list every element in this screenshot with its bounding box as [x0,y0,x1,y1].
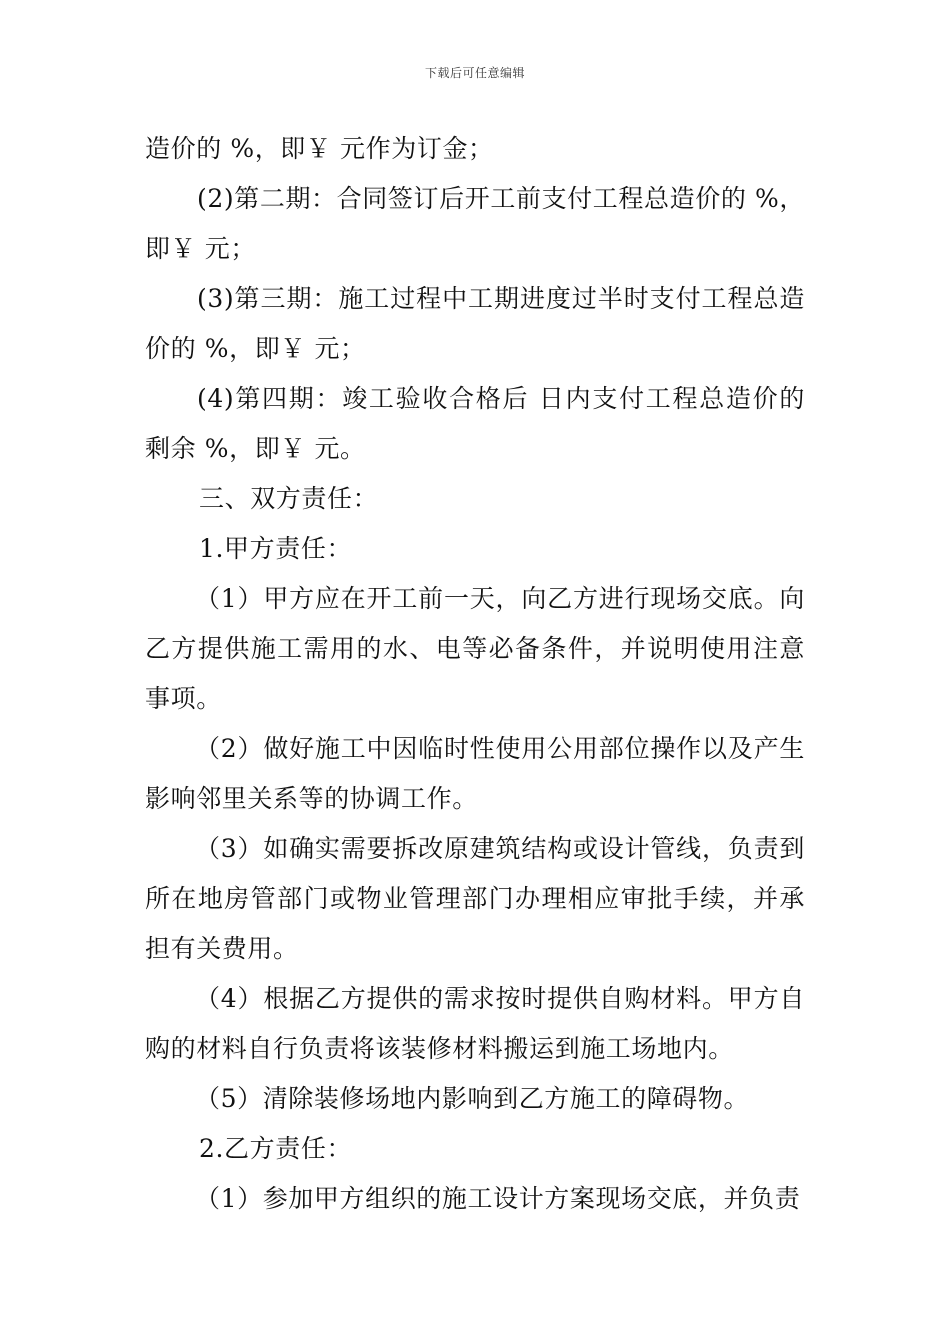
paragraph-party-a-item-1: （1）甲方应在开工前一天，向乙方进行现场交底。向乙方提供施工需用的水、电等必备条件，并说明使用注意事项。 [145,584,805,713]
document-body [145,124,805,1224]
subheading-party-a-responsibilities: 1.甲方责任： [199,534,353,563]
paragraph-party-a-item-2: （2）做好施工中因临时性使用公用部位操作以及产生影响邻里关系等的协调工作。 [145,734,805,813]
paragraph-deposit-continuation: 造价的 %，即￥ 元作为订金； [145,134,494,163]
paragraph-payment-phase-3: (3)第三期：施工过程中工期进度过半时支付工程总造价的 %，即￥ 元； [145,284,805,363]
paragraph-payment-phase-2: (2)第二期：合同签订后开工前支付工程总造价的 %，即￥ 元； [145,184,805,263]
subheading-party-b-responsibilities: 2.乙方责任： [199,1134,353,1163]
section-heading-responsibilities: 三、双方责任： [199,484,379,513]
paragraph-party-a-item-3: （3）如确实需要拆改原建筑结构或设计管线，负责到所在地房管部门或物业管理部门办理相应审批手续，并承担有关费用。 [145,834,805,963]
page-header-note: 下载后可任意编辑 [424,66,525,80]
paragraph-party-a-item-4: （4）根据乙方提供的需求按时提供自购材料。甲方自购的材料自行负责将该装修材料搬运到施工场地内。 [145,984,805,1063]
paragraph-party-a-item-5: （5）清除装修场地内影响到乙方施工的障碍物。 [195,1084,750,1113]
paragraph-payment-phase-4: (4)第四期：竣工验收合格后 日内支付工程总造价的剩余 %，即￥ 元。 [145,384,805,463]
paragraph-party-b-item-1: （1）参加甲方组织的施工设计方案现场交底，并负责 [195,1184,801,1213]
